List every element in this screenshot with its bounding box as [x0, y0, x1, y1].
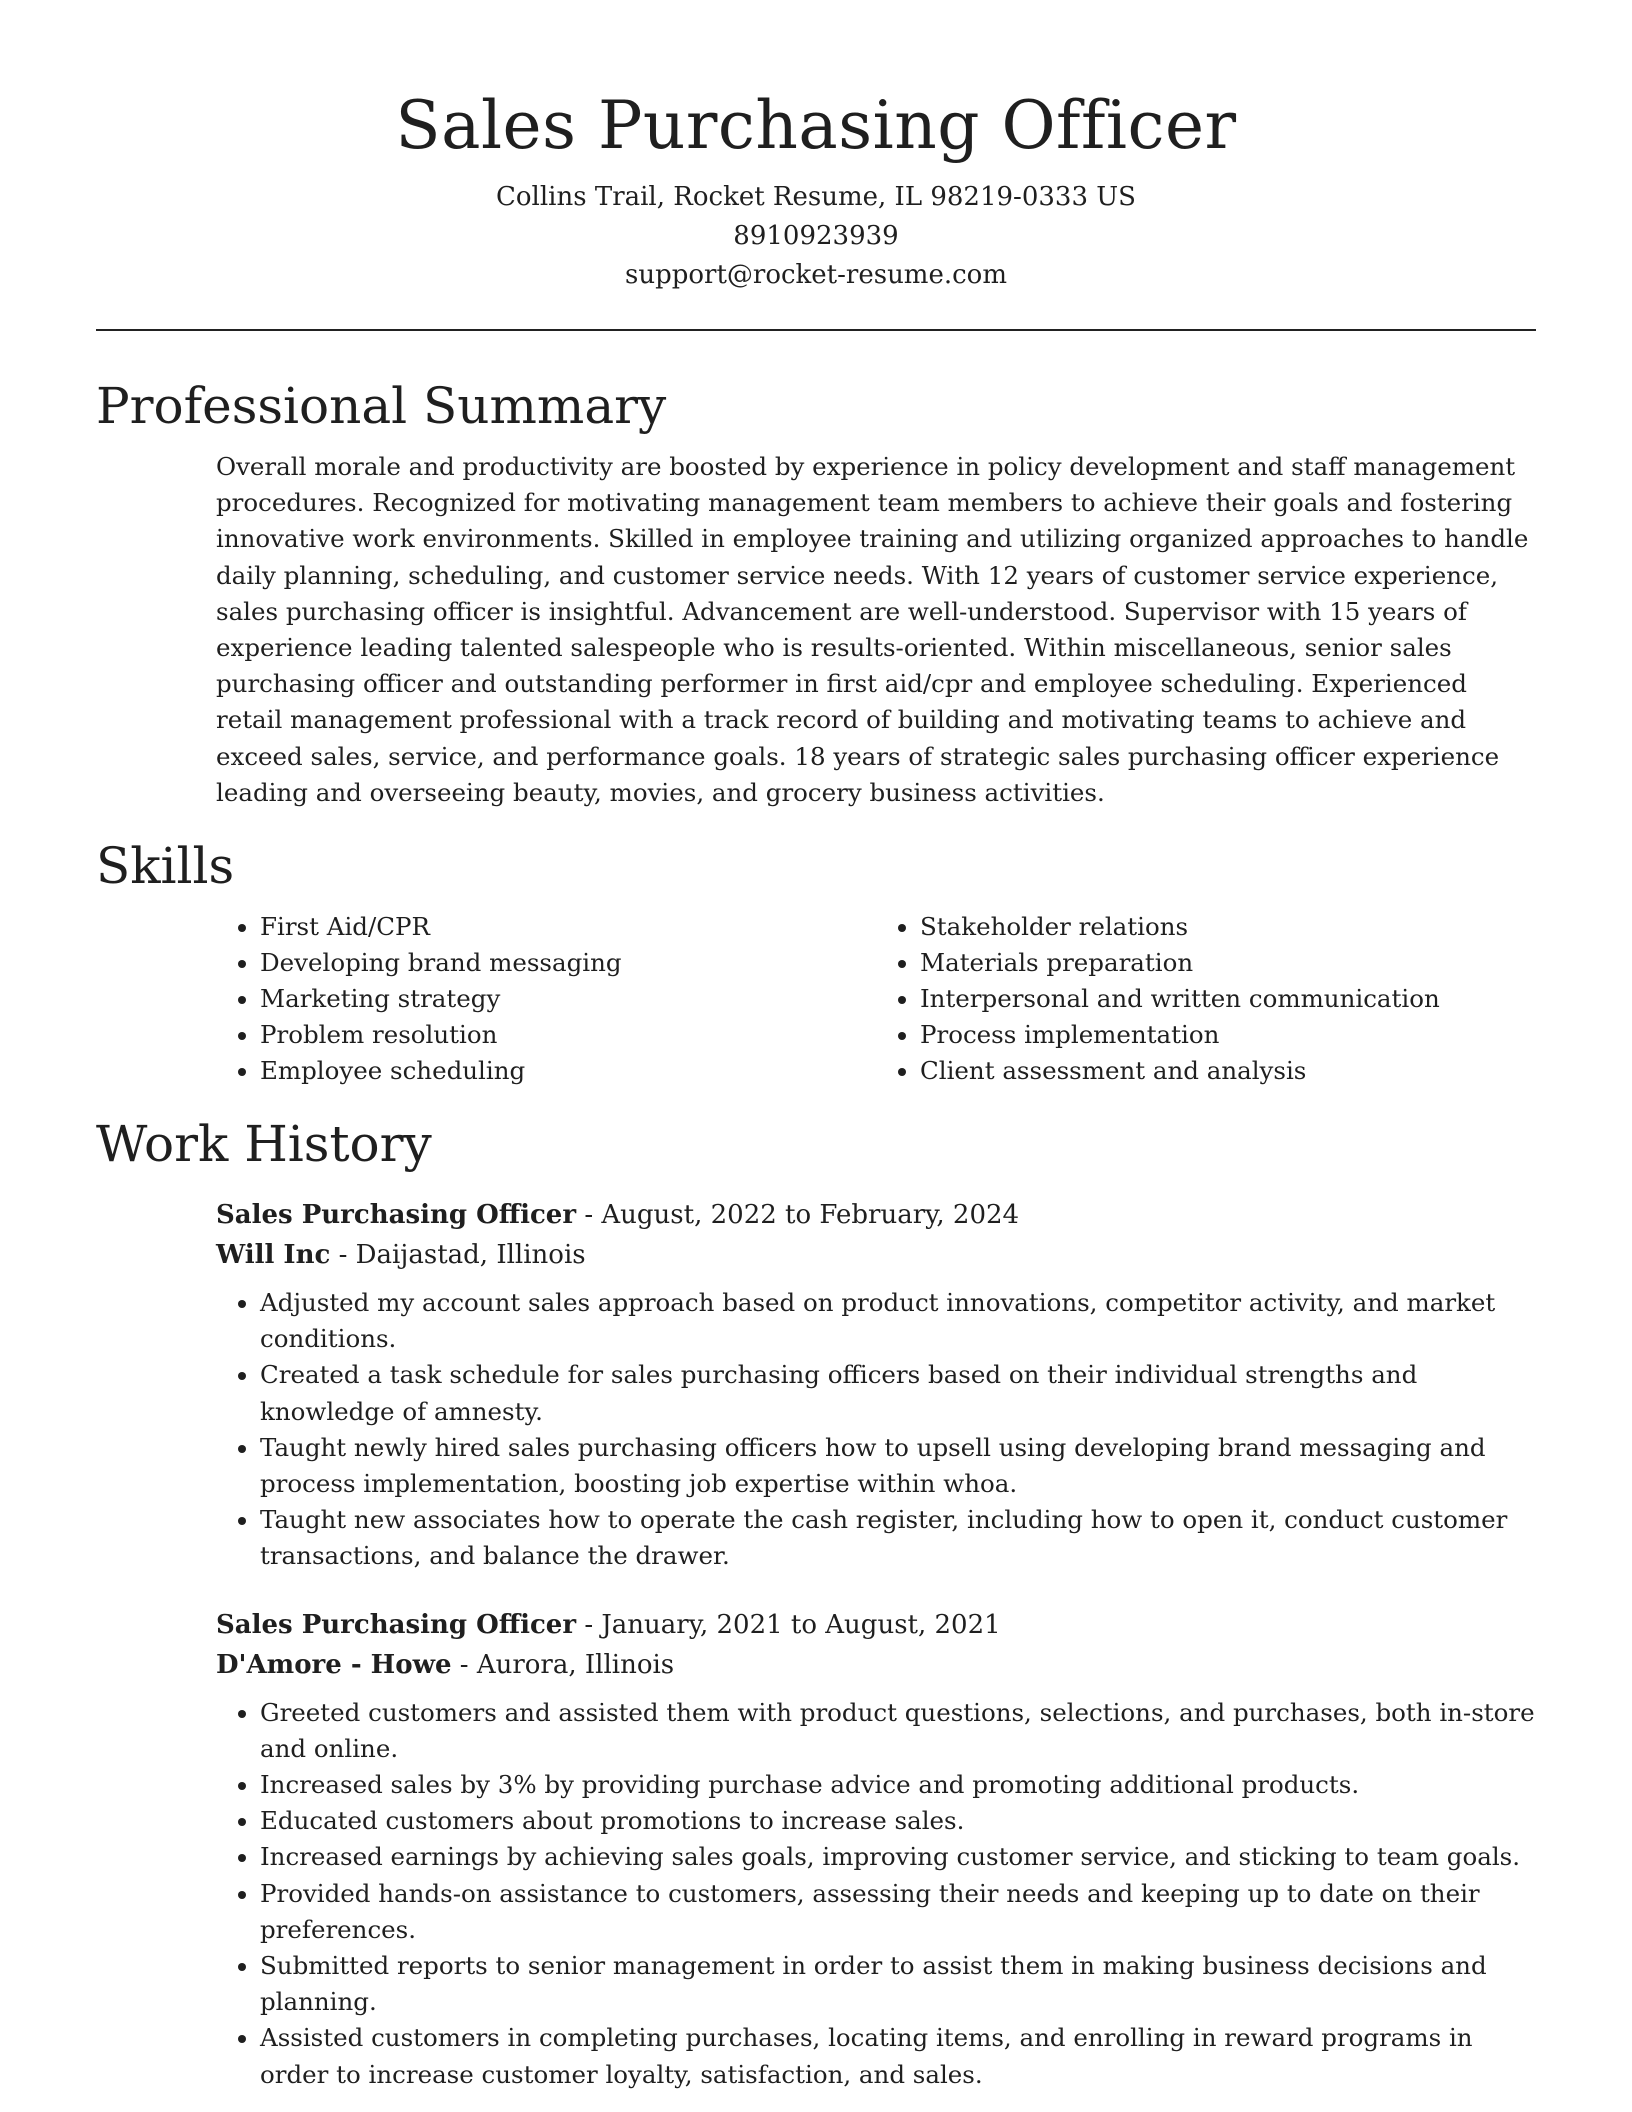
skill-item: • Process implementation — [920, 1017, 1536, 1053]
skill-item: • Employee scheduling — [260, 1053, 876, 1089]
candidate-name: Sales Purchasing Officer — [395, 87, 1237, 164]
contact-address: Collins Trail, Rocket Resume, IL 98219-0333 US — [496, 182, 1136, 212]
contact-email: support@rocket-resume.com — [624, 260, 1007, 290]
job-location: - Daijastad, Illinois — [330, 1240, 586, 1271]
skill-item: • Marketing strategy — [260, 981, 876, 1017]
skill-item: • Client assessment and analysis — [920, 1053, 1536, 1089]
job-bullet: • Provided hands-on assistance to customers, assessing their needs and keeping up to date on their preferences. — [260, 1876, 1536, 1948]
contact-block — [96, 178, 1536, 295]
skill-item: • Interpersonal and written communication — [920, 981, 1536, 1017]
job-bullet: • Adjusted my account sales approach based on product innovations, competitor activity, and market conditions. — [260, 1285, 1536, 1357]
job-bullet: • Increased earnings by achieving sales goals, improving customer service, and sticking to team goals. — [260, 1839, 1536, 1875]
skill-item: • Developing brand messaging — [260, 945, 876, 981]
resume-header — [96, 0, 1536, 295]
job-title-line — [216, 1605, 1536, 1645]
summary-text: Overall morale and productivity are boosted by experience in policy development and staff management procedures. Recognized for motivating management team members to achieve their goals and fostering innovative work environments. Skilled in employee training and utilizing organized approaches to handle daily planning, scheduling, and customer service needs. With 12 years of customer service experience, sales purchasing officer is insightful. Advancement are well-understood. Supervisor with 15 years of experience leading talented salespeople who is results-oriented. Within miscellaneous, senior sales purchasing officer and outstanding performer in first aid/cpr and employee scheduling. Experienced retail management professional with a track record of building and motivating teams to achieve and exceed sales, service, and performance goals. 18 years of strategic sales purchasing officer experience leading and overseeing beauty, movies, and grocery business activities. — [216, 452, 1529, 807]
skill-item: • First Aid/CPR — [260, 909, 876, 945]
resume-page — [96, 0, 1536, 2093]
job-bullet: • Taught newly hired sales purchasing officers how to upsell using developing brand messaging and process implementation, boosting job expertise within whoa. — [260, 1430, 1536, 1502]
job-entry — [216, 1195, 1536, 1575]
job-bullet: • Taught new associates how to operate the cash register, including how to open it, conduct customer transactions, and balance the drawer. — [260, 1502, 1536, 1574]
skill-item: • Materials preparation — [920, 945, 1536, 981]
job-bullet: • Increased sales by 3% by providing purchase advice and promoting additional products. — [260, 1767, 1536, 1803]
job-bullet: • Created a task schedule for sales purchasing officers based on their individual strengths and knowledge of amnesty. — [260, 1357, 1536, 1429]
job-title-line — [216, 1195, 1536, 1235]
job-bullets — [216, 1285, 1536, 1575]
job-location: - Aurora, Illinois — [451, 1649, 675, 1680]
job-dates: - January, 2021 to August, 2021 — [576, 1609, 1001, 1640]
skills-grid — [216, 909, 1536, 1089]
skill-item: • Stakeholder relations — [920, 909, 1536, 945]
job-company: Will Inc — [216, 1240, 331, 1271]
skills-heading: Skills — [96, 837, 235, 896]
summary-heading: Professional Summary — [96, 377, 667, 435]
job-company: D'Amore - Howe — [216, 1649, 452, 1680]
job-bullets — [216, 1695, 1536, 2093]
skills-column-right — [876, 909, 1536, 1089]
header-divider — [96, 329, 1536, 331]
work-history-list — [216, 1195, 1536, 2093]
job-role: Sales Purchasing Officer — [216, 1609, 577, 1640]
job-dates: - August, 2022 to February, 2024 — [576, 1200, 1020, 1231]
job-bullet: • Greeted customers and assisted them with product questions, selections, and purchases, both in-store and online. — [260, 1695, 1536, 1767]
job-bullet: • Assisted customers in completing purchases, locating items, and enrolling in reward programs in order to increase customer loyalty, satisfaction, and sales. — [260, 2020, 1536, 2092]
job-company-line — [216, 1235, 1536, 1275]
skill-item: • Problem resolution — [260, 1017, 876, 1053]
job-bullet: • Submitted reports to senior management in order to assist them in making business decisions and planning. — [260, 1948, 1536, 2020]
work-history-heading: Work History — [96, 1115, 432, 1174]
job-company-line — [216, 1645, 1536, 1685]
contact-phone: 8910923939 — [733, 221, 899, 251]
skills-column-left — [216, 909, 876, 1089]
job-role: Sales Purchasing Officer — [216, 1200, 577, 1231]
job-entry — [216, 1605, 1536, 2093]
job-bullet: • Educated customers about promotions to increase sales. — [260, 1803, 1536, 1839]
